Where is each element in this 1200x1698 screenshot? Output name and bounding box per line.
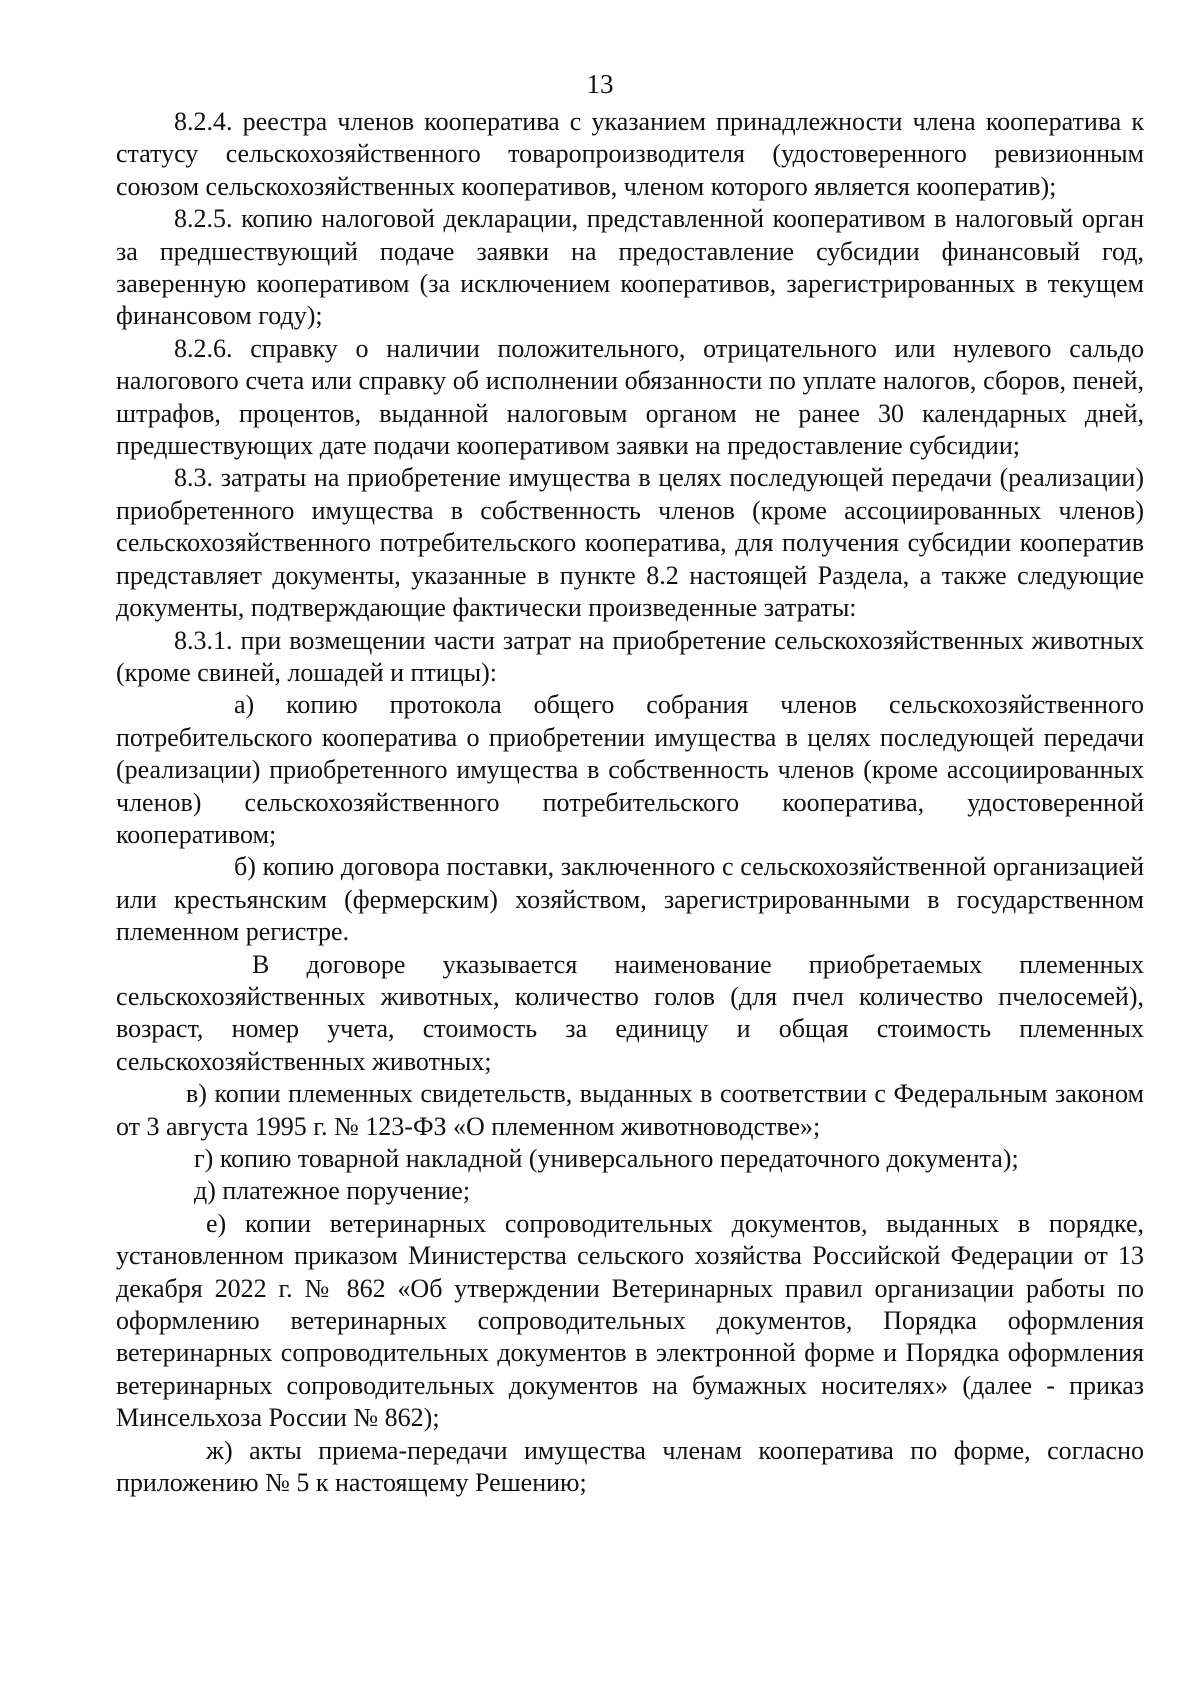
- paragraph-contract-details: В договоре указывается наименование приобретаемых племенных сельскохозяйственных животных, количество голов (для пчел количество пчелосемей), возраст, номер учета, стоимость за единицу и общая стоимость племенных сельскохозяйственных животных;: [116, 949, 1144, 1076]
- paragraph-item-a: а) копию протокола общего собрания членов сельскохозяйственного потребительского кооператива о приобретении имущества в целях последующей передачи (реализации) приобретенного имущества в собственность членов (кроме ассоциированных членов) сельскохозяйственного потребительского кооператива, удостоверенной кооперативом;: [116, 690, 1144, 849]
- paragraph-item-e: е) копии ветеринарных сопроводительных документов, выданных в порядке, установленном приказом Министерства сельского хозяйства Российской Федерации от 13 декабря 2022 г. № 862 «Об утверждении Ветеринарных правил организации работы по оформлению ветеринарных сопроводительных документов, Порядка оформления ветеринарных сопроводительных документов в электронной форме и Порядка оформления ветеринарных сопроводительных документов на бумажных носителях» (далее - приказ Минсельхоза России № 862);: [116, 1208, 1144, 1433]
- paragraph-8-3: 8.3. затраты на приобретение имущества в целях последующей передачи (реализации) приобретенного имущества в собственность членов (кроме ассоциированных членов) сельскохозяйственного потребительского кооператива, для получения субсидии кооператив представляет документы, указанные в пункте 8.2 настоящей Раздела, а также следующие документы, подтверждающие фактически произведенные затраты:: [116, 463, 1144, 623]
- paragraph-8-3-1: 8.3.1. при возмещении части затрат на приобретение сельскохозяйственных животных (кроме свиней, лошадей и птицы):: [116, 625, 1144, 687]
- paragraph-item-b: б) копию договора поставки, заключенного с сельскохозяйственной организацией или крестьянским (фермерским) хозяйством, зарегистрированными в государственном племенном регистре.: [116, 852, 1144, 947]
- document-body: [116, 106, 1144, 1499]
- paragraph-8-2-5: 8.2.5. копию налоговой декларации, представленной кооперативом в налоговый орган за предшествующий подаче заявки на предоставление субсидии финансовый год, заверенную кооперативом (за исключением кооперативов, зарегистрированных в текущем финансовом году);: [116, 204, 1144, 331]
- paragraph-8-2-4: 8.2.4. реестра членов кооператива с указанием принадлежности члена кооператива к статусу сельскохозяйственного товаропроизводителя (удостоверенного ревизионным союзом сельскохозяйственных кооперативов, членом которого является кооператив);: [116, 107, 1144, 201]
- paragraph-item-d: д) платежное поручение;: [194, 1176, 471, 1206]
- paragraph-item-v: в) копии племенных свидетельств, выданных в соответствии с Федеральным законом от 3 августа 1995 г. № 123-ФЗ «О племенном животноводстве»;: [116, 1079, 1144, 1141]
- paragraph-item-g: г) копию товарной накладной (универсального передаточного документа);: [194, 1144, 1019, 1173]
- paragraph-8-2-6: 8.2.6. справку о наличии положительного, отрицательного или нулевого сальдо налогового счета или справку об исполнении обязанности по уплате налогов, сборов, пеней, штрафов, процентов, выданной налоговым органом не ранее 30 календарных дней, предшествующих дате подачи кооперативом заявки на предоставление субсидии;: [116, 333, 1144, 461]
- paragraph-item-zh: ж) акты приема-передачи имущества членам кооператива по форме, согласно приложению № 5 к настоящему Решению;: [116, 1435, 1144, 1498]
- page-number: 13: [586, 69, 614, 99]
